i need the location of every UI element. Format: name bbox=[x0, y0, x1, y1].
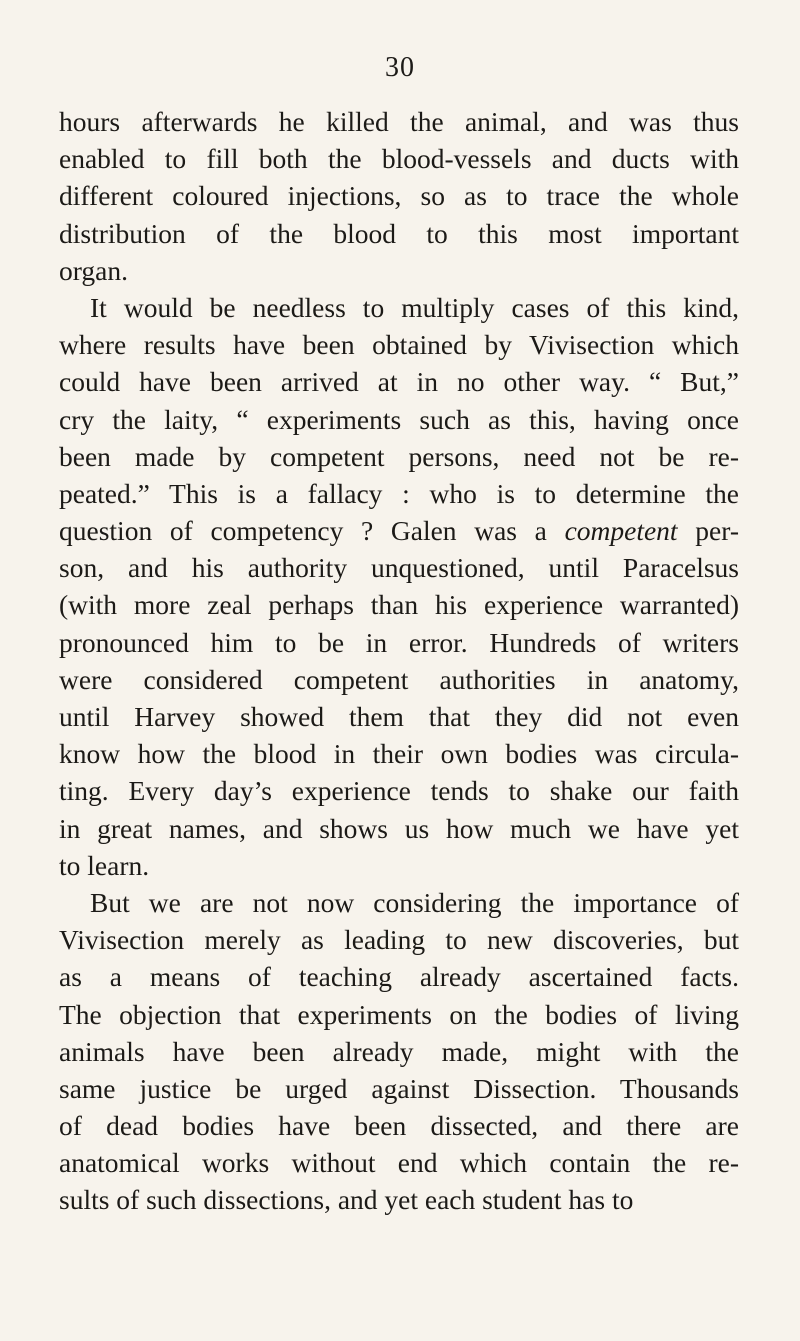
text-line bbox=[59, 996, 739, 1033]
text-line bbox=[59, 847, 739, 884]
text-segment: But we are not now considering the importance of bbox=[90, 886, 739, 918]
paragraph bbox=[59, 884, 739, 1219]
text-line bbox=[59, 1070, 739, 1107]
paragraph bbox=[59, 289, 739, 884]
text-line bbox=[59, 698, 739, 735]
text-segment: to learn. bbox=[59, 849, 150, 881]
text-segment: know how the blood in their own bodies was circula- bbox=[59, 738, 739, 770]
text-line bbox=[59, 475, 739, 512]
text-segment: as a means of teaching already ascertained facts. bbox=[59, 961, 739, 993]
text-segment: same justice be urged against Dissection. Thousands bbox=[59, 1072, 739, 1104]
text-segment: distribution of the blood to this most important bbox=[59, 217, 739, 249]
text-segment: until Harvey showed them that they did not even bbox=[59, 701, 739, 732]
text-line bbox=[59, 177, 739, 214]
text-segment: (with more zeal perhaps than his experience warranted) bbox=[59, 589, 739, 621]
text-segment: The objection that experiments on the bodies of living bbox=[59, 998, 739, 1030]
text-segment: where results have been obtained by Vivisection which bbox=[59, 329, 739, 361]
text-segment: been made by competent persons, need not be re- bbox=[59, 440, 739, 472]
text-segment: peated.” This is a fallacy : who is to determine the bbox=[59, 477, 739, 509]
page-number: 30 bbox=[385, 52, 415, 83]
text-line bbox=[59, 1033, 739, 1070]
paragraph bbox=[59, 103, 739, 289]
text-segment: of dead bodies have been dissected, and there are bbox=[59, 1110, 739, 1142]
text-segment: enabled to fill both the blood-vessels and ducts with bbox=[59, 143, 739, 175]
text-segment: cry the laity, “ experiments such as this, having once bbox=[59, 403, 739, 435]
text-segment: could have been arrived at in no other way. “ But,” bbox=[59, 366, 739, 398]
text-segment: It would be needless to multiply cases of this kind, bbox=[90, 291, 739, 323]
text-segment: sults of such dissections, and yet each student has to bbox=[59, 1184, 634, 1216]
text-line bbox=[59, 884, 739, 921]
text-line bbox=[59, 1107, 739, 1144]
text-segment: question of competency ? Galen was a bbox=[59, 515, 565, 547]
text-line bbox=[59, 958, 739, 995]
text-line bbox=[59, 103, 739, 140]
text-line bbox=[59, 586, 739, 623]
text-segment: in great names, and shows us how much we have yet bbox=[59, 812, 739, 844]
text-segment: hours afterwards he killed the animal, and was thus bbox=[59, 106, 739, 137]
text-line bbox=[59, 252, 739, 289]
text-segment: organ. bbox=[59, 254, 128, 286]
text-line bbox=[59, 772, 739, 809]
text-line bbox=[59, 512, 739, 549]
text-line bbox=[59, 1181, 739, 1218]
italic-word: competent bbox=[564, 515, 678, 547]
text-segment: per- bbox=[677, 515, 739, 547]
text-segment: were considered competent authorities in anatomy, bbox=[59, 663, 739, 695]
text-line bbox=[59, 215, 739, 252]
text-segment: anatomical works without end which contain the re- bbox=[59, 1147, 739, 1179]
text-line bbox=[59, 438, 739, 475]
text-segment: ting. Every day’s experience tends to shake our faith bbox=[59, 775, 739, 807]
text-line bbox=[59, 1144, 739, 1181]
text-line bbox=[59, 735, 739, 772]
text-line bbox=[59, 401, 739, 438]
text-line bbox=[59, 326, 739, 363]
text-segment: son, and his authority unquestioned, until Paracelsus bbox=[59, 552, 739, 584]
text-line bbox=[59, 363, 739, 400]
text-line bbox=[59, 140, 739, 177]
text-line bbox=[59, 810, 739, 847]
text-line bbox=[59, 549, 739, 586]
text-segment: pronounced him to be in error. Hundreds of writers bbox=[59, 626, 739, 658]
text-line bbox=[59, 661, 739, 698]
text-line bbox=[59, 289, 739, 326]
text-segment: different coloured injections, so as to trace the whole bbox=[59, 180, 739, 212]
body-text bbox=[59, 103, 739, 1219]
text-segment: Vivisection merely as leading to new discoveries, but bbox=[59, 924, 739, 956]
text-segment: animals have been already made, might with the bbox=[59, 1035, 739, 1067]
text-line bbox=[59, 624, 739, 661]
text-line bbox=[59, 921, 739, 958]
